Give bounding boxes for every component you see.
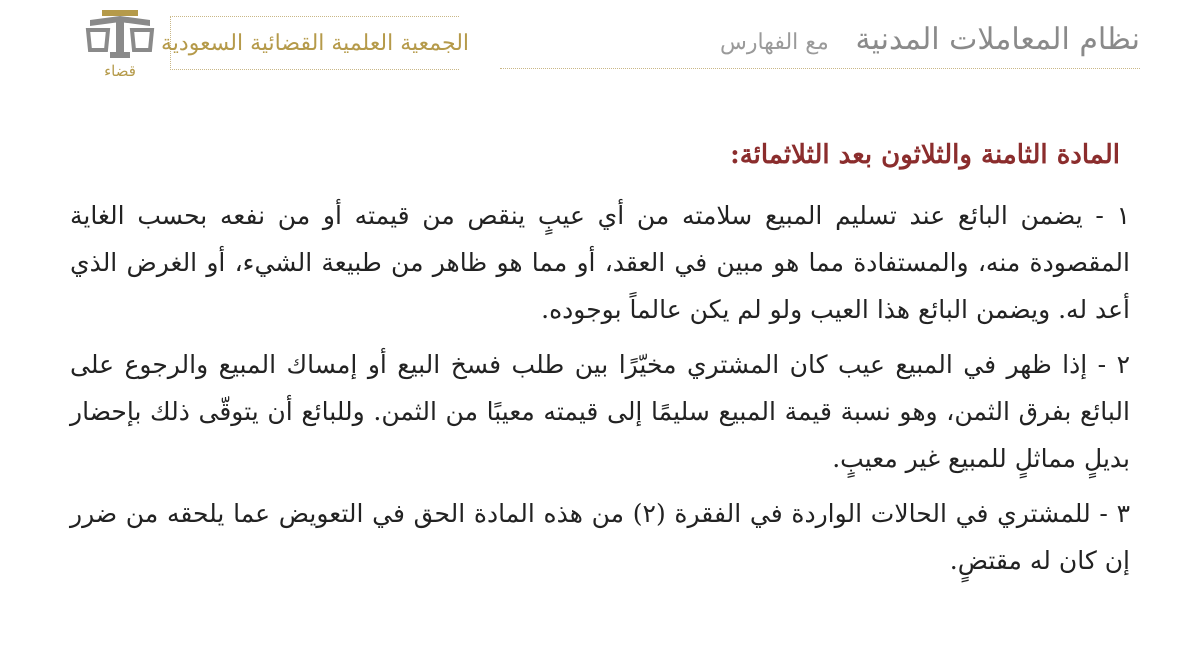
article-title: المادة الثامنة والثلاثون بعد الثلاثمائة: — [730, 140, 1120, 170]
book-subtitle: مع الفهارس — [720, 30, 829, 55]
logo-caption: قضاء — [104, 62, 136, 80]
article-paragraph-3: ٣ - للمشتري في الحالات الواردة في الفقرة (٢) من هذه المادة الحق في التعويض عما يلحقه من ضرر إن كان له مقتضٍ. — [70, 499, 1130, 575]
article-paragraph-1: ١ - يضمن البائع عند تسليم المبيع سلامته من أي عيبٍ ينقص من قيمته أو من نفعه بحسب الغاية المقصودة منه، والمستفادة مما هو مبين في العقد، أو مما هو ظاهر من طبيعة الشيء، أو الغرض الذي أعد له. ويضمن البائع هذا العيب ولو لم يكن عالماً بوجوده. — [70, 201, 1130, 324]
society-banner — [160, 16, 470, 70]
page-header — [0, 0, 1200, 100]
article-paragraph-2: ٢ - إذا ظهر في المبيع عيب كان المشتري مخيّرًا بين طلب فسخ البيع أو إمساك المبيع والرجوع على البائع بفرق الثمن، وهو نسبة قيمة المبيع سليمًا إلى قيمته معيبًا من الثمن. وللبائع أن يتوقّى ذلك بإحضار بديلٍ مماثلٍ للمبيع غير معيبٍ. — [70, 350, 1130, 473]
society-name: الجمعية العلمية القضائية السعودية — [160, 30, 470, 56]
header-divider — [500, 68, 1140, 69]
book-title: نظام المعاملات المدنية — [855, 22, 1140, 57]
article-content — [70, 140, 1130, 592]
